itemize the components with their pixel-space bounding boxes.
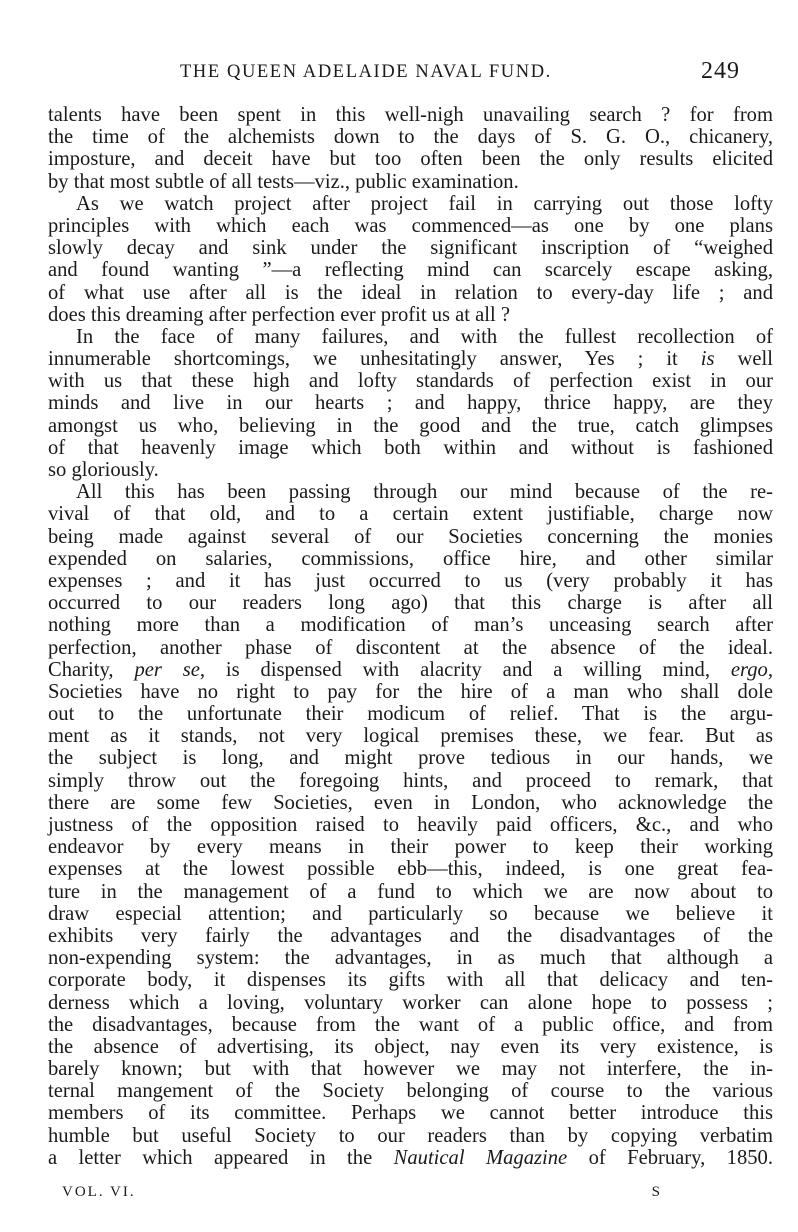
body-text: [48, 104, 773, 1169]
text-line: Societies have no right to pay for the hire of a man who shall dole: [48, 680, 773, 703]
text-line: being made against several of our Societies concerning the monies: [48, 525, 773, 548]
text-line: non-expending system: the advantages, in as much that although a: [48, 947, 773, 970]
text-line: simply throw out the foregoing hints, and proceed to remark, that: [48, 769, 773, 792]
text-line: slowly decay and sink under the significant inscription of “weighed: [48, 237, 773, 260]
text-line: the absence of advertising, its object, nay even its very existence, is: [48, 1035, 773, 1058]
text-line: of that heavenly image which both within and without is fashioned: [48, 436, 773, 459]
text-line: innumerable shortcomings, we unhesitatingly answer, Yes ; it is well: [48, 348, 773, 371]
text-line: All this has been passing through our mind because of the re-: [76, 481, 773, 504]
signature-mark: S: [651, 1184, 662, 1200]
text-line: expenses at the lowest possible ebb—this, indeed, is one great fea-: [48, 858, 773, 881]
text-line: the time of the alchemists down to the days of S. G. O., chicanery,: [48, 126, 773, 149]
text-line: amongst us who, believing in the good and the true, catch glimpses: [48, 414, 773, 437]
volume-mark: VOL. VI.: [62, 1184, 136, 1200]
running-title: THE QUEEN ADELAIDE NAVAL FUND.: [180, 62, 552, 82]
text-line: with us that these high and lofty standards of perfection exist in our: [48, 370, 773, 393]
page-number: 249: [701, 58, 740, 84]
text-line: minds and live in our hearts ; and happy, thrice happy, are they: [48, 392, 773, 415]
text-line: members of its committee. Perhaps we cannot better introduce this: [48, 1102, 773, 1125]
text-line: draw especial attention; and particularly so because we believe it: [48, 902, 773, 925]
text-line: barely known; but with that however we may not interfere, the in-: [48, 1058, 773, 1081]
text-line: perfection, another phase of discontent at the absence of the ideal.: [48, 636, 773, 659]
page-footer: [62, 1180, 662, 1208]
text-line: principles with which each was commenced—as one by one plans: [48, 214, 773, 237]
text-line: so gloriously.: [48, 459, 159, 481]
text-line: and found wanting ”—a reflecting mind can scarcely escape asking,: [48, 259, 773, 282]
text-line: there are some few Societies, even in London, who acknowledge the: [48, 791, 773, 814]
text-line: does this dreaming after perfection ever profit us at all ?: [48, 303, 511, 326]
text-line: talents have been spent in this well-nigh unavailing search ? for from: [48, 104, 773, 126]
text-line: a letter which appeared in the Nautical Magazine of February, 1850.: [48, 1146, 773, 1169]
text-line: In the face of many failures, and with the fullest recollection of: [76, 325, 773, 348]
text-line: vival of that old, and to a certain extent justifiable, charge now: [48, 503, 773, 526]
text-line: exhibits very fairly the advantages and the disadvantages of the: [48, 924, 773, 947]
text-line: ment as it stands, not very logical premises these, we fear. But as: [48, 725, 773, 748]
text-line: corporate body, it dispenses its gifts with all that delicacy and ten-: [48, 969, 773, 992]
text-line: the subject is long, and might prove tedious in our hands, we: [48, 747, 773, 770]
text-line: ternal mangement of the Society belonging of course to the various: [48, 1080, 773, 1103]
text-line: out to the unfortunate their modicum of relief. That is the argu-: [48, 703, 773, 726]
running-head: [170, 58, 748, 92]
text-line: As we watch project after project fail in carrying out those lofty: [76, 192, 773, 215]
text-line: expended on salaries, commissions, office hire, and other similar: [48, 547, 773, 570]
text-line: nothing more than a modification of man’s unceasing search after: [48, 614, 773, 637]
text-line: imposture, and deceit have but too often been the only results elicited: [48, 148, 773, 171]
text-line: derness which a loving, voluntary worker can alone hope to possess ;: [48, 991, 773, 1014]
text-line: occurred to our readers long ago) that this charge is after all: [48, 592, 773, 615]
text-line: the disadvantages, because from the want of a public office, and from: [48, 1013, 773, 1036]
text-line: endeavor by every means in their power to keep their working: [48, 836, 773, 859]
text-line: justness of the opposition raised to heavily paid officers, &c., and who: [48, 814, 773, 836]
text-line: of what use after all is the ideal in relation to every-day life ; and: [48, 281, 773, 304]
text-line: expenses ; and it has just occurred to us (very probably it has: [48, 569, 773, 592]
text-line: by that most subtle of all tests—viz., public examination.: [48, 170, 519, 193]
text-line: ture in the management of a fund to which we are now about to: [48, 880, 773, 903]
text-line: Charity, per se, is dispensed with alacrity and a willing mind, ergo,: [48, 658, 773, 681]
text-line: humble but useful Society to our readers than by copying verbatim: [48, 1124, 773, 1147]
